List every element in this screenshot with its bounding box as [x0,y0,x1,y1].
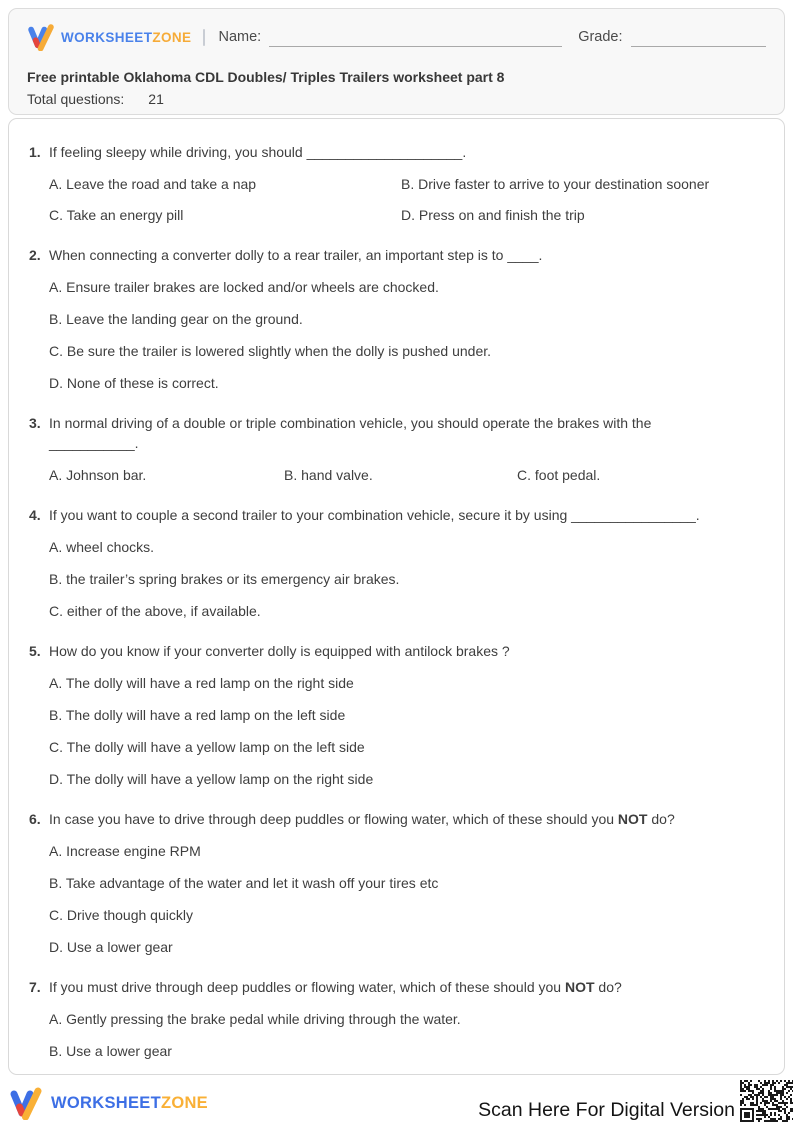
question-number: 6. [29,811,41,827]
worksheetzone-logo-icon [27,23,55,51]
name-input-line[interactable] [269,35,562,47]
option-b: B. hand valve. [284,467,373,483]
question-text: If you want to couple a second trailer to your combination vehicle, secure it by using ________________. [49,507,700,523]
option-b: B. Drive faster to arrive to your destination sooner [401,176,710,192]
header-box [8,8,785,115]
option-a: A. wheel chocks. [49,539,155,555]
worksheet-title: Free printable Oklahoma CDL Doubles/ Triples Trailers worksheet part 8 [27,69,505,85]
option-c: C. foot pedal. [517,467,601,483]
option-a: A. Gently pressing the brake pedal while driving through the water. [49,1011,461,1027]
brand-zone: ZONE [160,1093,208,1112]
brand-zone: ZONE [152,29,192,45]
question-4 [29,505,770,621]
option-b: B. the trailer’s spring brakes or its emergency air brakes. [49,571,400,587]
option-a: A. The dolly will have a red lamp on the right side [49,675,354,691]
grade-input-line[interactable] [631,35,766,47]
option-b: B. Leave the landing gear on the ground. [49,311,303,327]
option-c: C. Drive though quickly [49,907,193,923]
question-text: How do you know if your converter dolly is equipped with antilock brakes ? [49,643,510,659]
total-questions [27,91,766,107]
header-divider [203,29,205,46]
question-text-line2: ___________. [49,435,139,451]
option-b: B. The dolly will have a red lamp on the left side [49,707,346,723]
question-number: 2. [29,247,41,263]
option-d: D. Use a lower gear [49,939,173,955]
question-6 [29,809,770,957]
footer-brand [8,1086,208,1120]
question-7 [29,977,770,1061]
question-text: When connecting a converter dolly to a rear trailer, an important step is to ____. [49,247,543,263]
scan-here-text: Scan Here For Digital Version [478,1098,735,1121]
option-d: D. Press on and finish the trip [401,207,585,223]
footer-scan-area [478,1080,793,1122]
total-questions-value: 21 [148,91,164,107]
options-grid [29,465,770,485]
option-d: D. None of these is correct. [49,375,219,391]
header-row [27,22,766,52]
qr-code-icon [740,1080,793,1122]
brand-worksheet: WORKSHEET [51,1093,161,1112]
worksheetzone-logo-icon [8,1086,44,1120]
option-c: C. either of the above, if available. [49,603,261,619]
option-c: C. Take an energy pill [49,207,184,223]
question-5 [29,641,770,789]
option-a: A. Leave the road and take a nap [49,176,257,192]
option-a: A. Johnson bar. [49,467,147,483]
question-number: 1. [29,144,41,160]
option-b: B. Take advantage of the water and let it wash off your tires etc [49,875,439,891]
total-questions-label: Total questions: [27,91,125,107]
option-c: C. Be sure the trailer is lowered slightly when the dolly is pushed under. [49,343,492,359]
option-a: A. Increase engine RPM [49,843,201,859]
option-a: A. Ensure trailer brakes are locked and/or wheels are chocked. [49,279,439,295]
question-text: In case you have to drive through deep puddles or flowing water, which of these should you NOT do? [49,811,675,827]
grade-label: Grade: [578,29,623,45]
options-grid [29,174,770,225]
question-number: 7. [29,979,41,995]
brand-wordmark [51,1094,208,1113]
option-c: C. The dolly will have a yellow lamp on the left side [49,739,365,755]
question-text: If feeling sleepy while driving, you should ____________________. [49,144,467,160]
question-text: If you must drive through deep puddles or flowing water, which of these should you NOT do? [49,979,622,995]
option-b: B. Use a lower gear [49,1043,172,1059]
option-d: D. The dolly will have a yellow lamp on the right side [49,771,374,787]
question-number: 5. [29,643,41,659]
question-number: 4. [29,507,41,523]
question-3 [29,413,770,485]
questions-panel [8,118,785,1075]
name-label: Name: [218,29,262,45]
question-2 [29,245,770,393]
brand-worksheet: WORKSHEET [61,29,153,45]
question-number: 3. [29,415,41,431]
question-1 [29,142,770,225]
question-text: In normal driving of a double or triple combination vehicle, you should operate the brakes with the [49,415,652,431]
brand-wordmark [61,30,191,45]
